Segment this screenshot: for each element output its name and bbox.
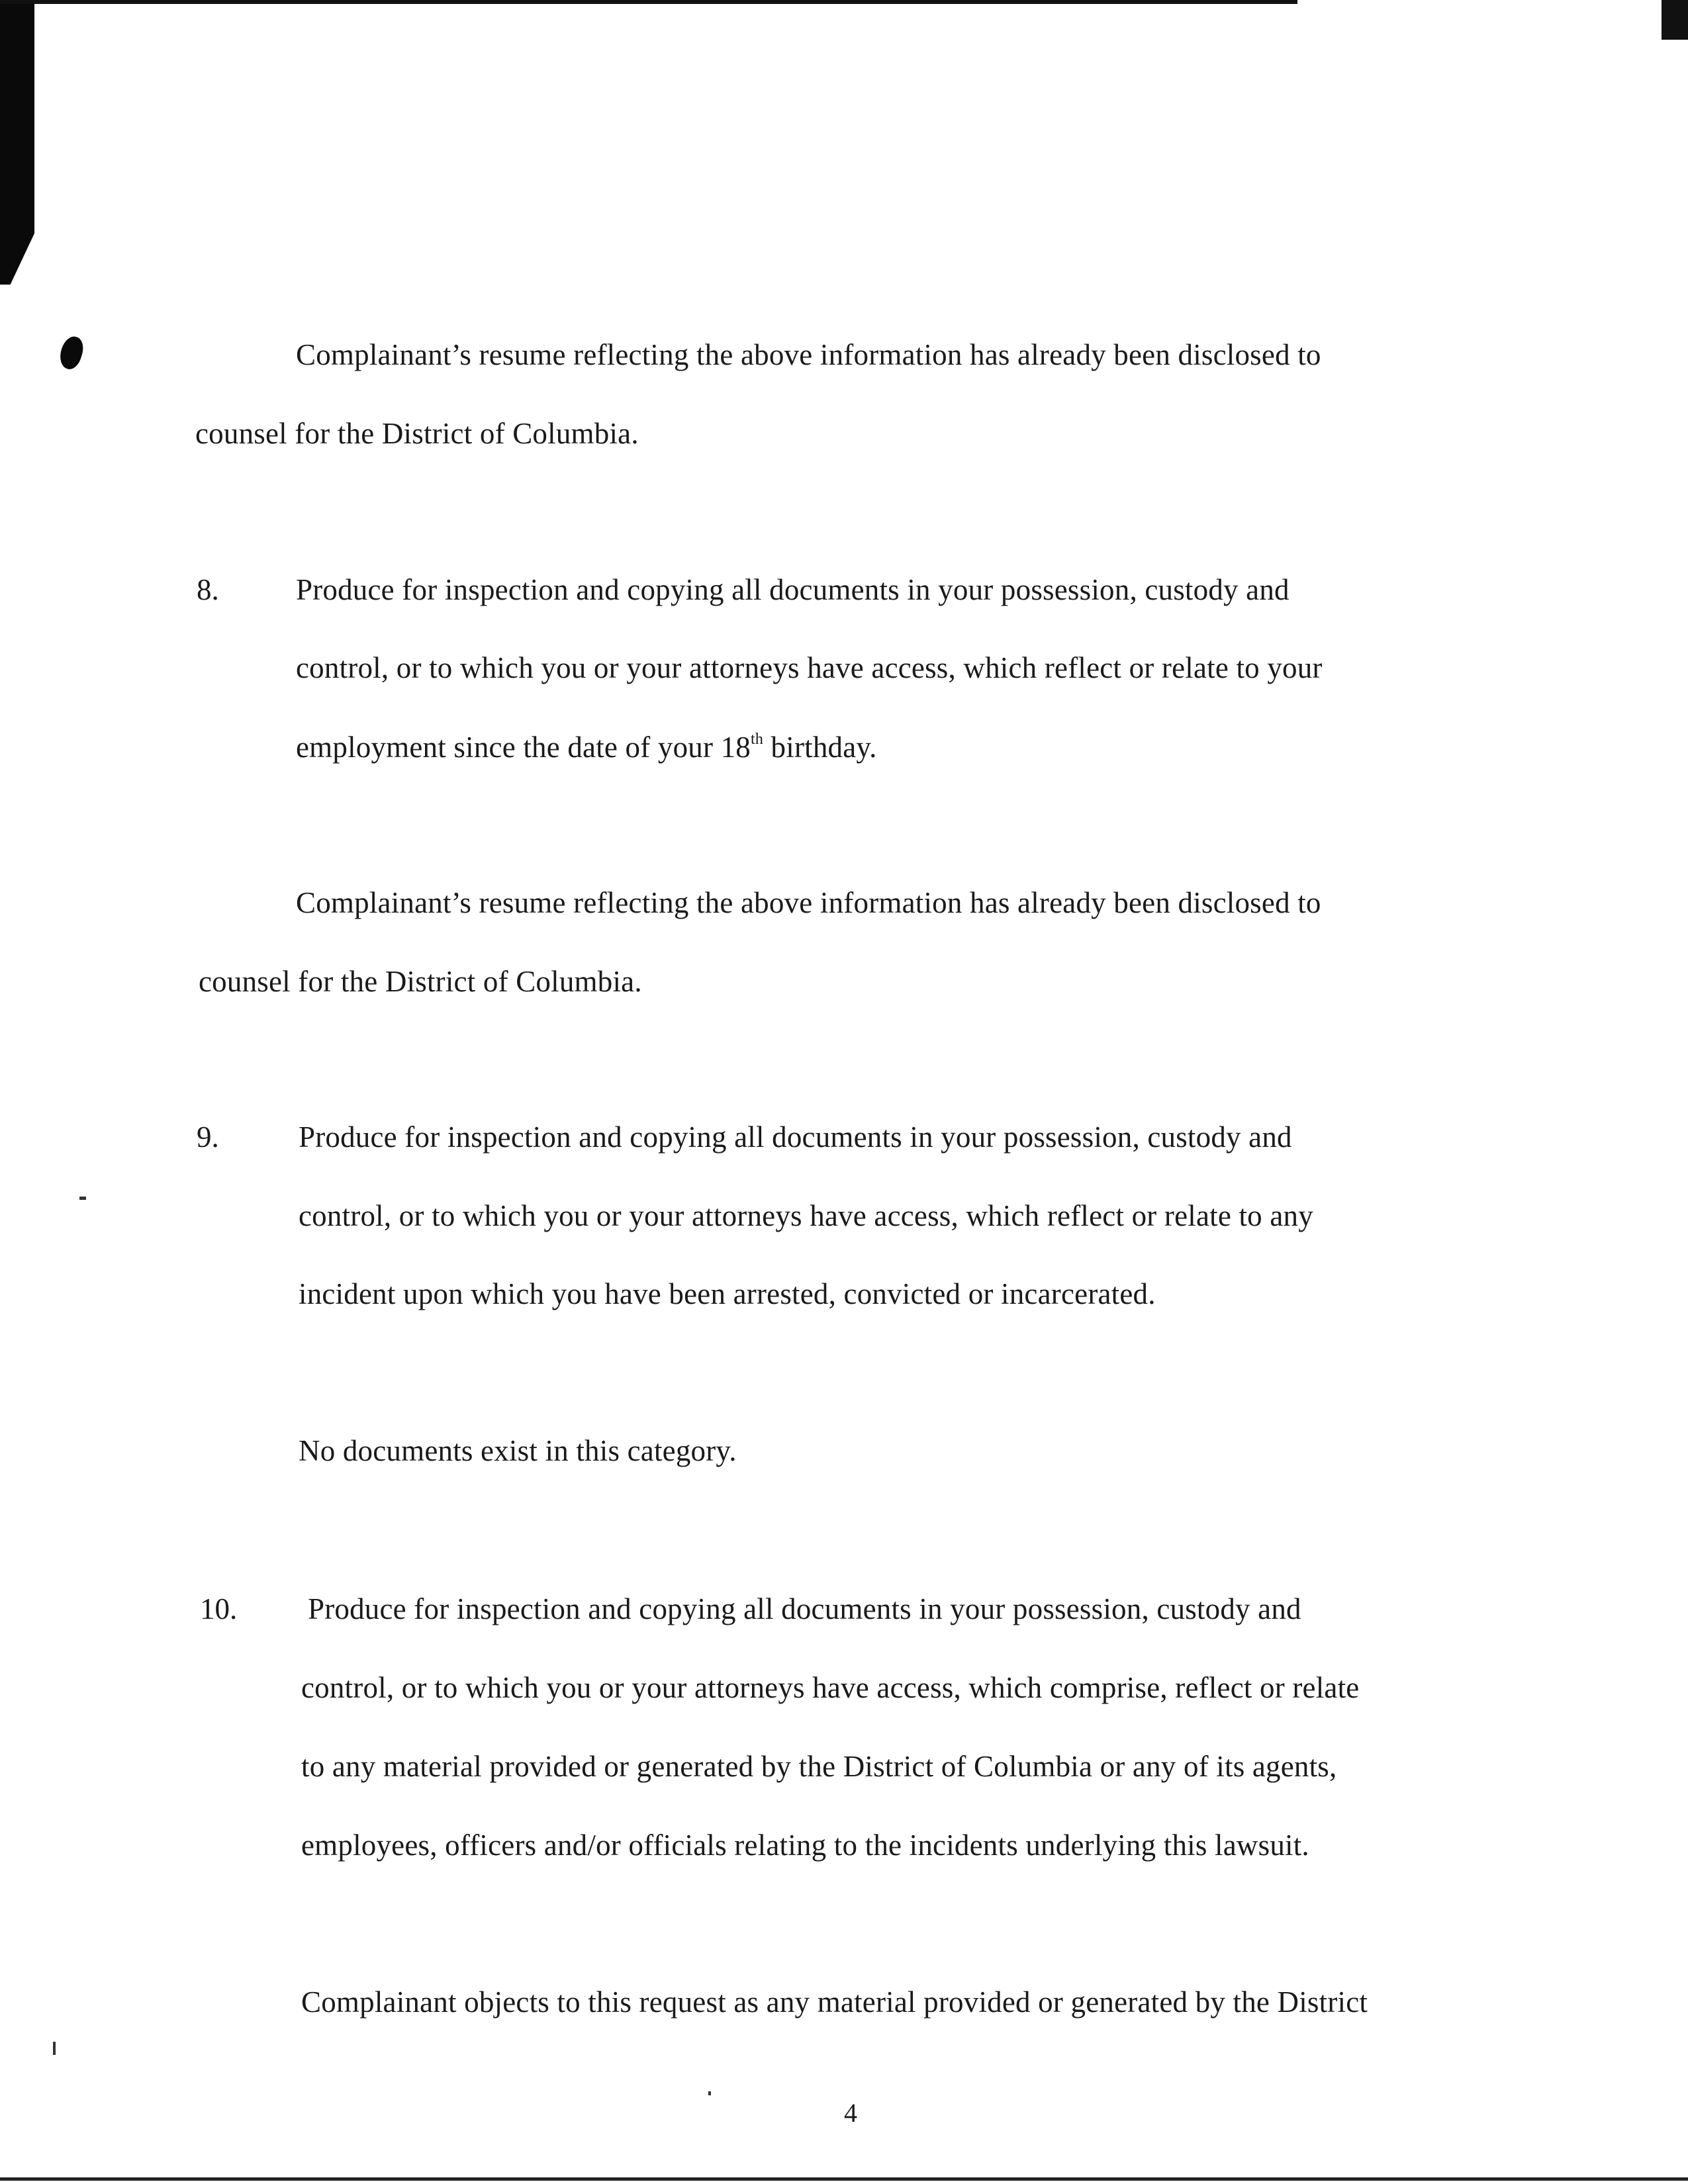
paragraph-line: Complainant’s resume reflecting the above information has already been disclosed to xyxy=(296,886,1321,919)
scan-ink-blot xyxy=(56,334,87,371)
request-line: control, or to which you or your attorneys have access, which comprise, reflect or relate xyxy=(301,1671,1360,1704)
paragraph-line: No documents exist in this category. xyxy=(299,1434,737,1467)
scan-top-border xyxy=(0,0,1297,4)
scan-speck xyxy=(79,1197,86,1200)
item-number: 9. xyxy=(197,1120,219,1154)
paragraph-line: counsel for the District of Columbia. xyxy=(195,417,639,450)
request-line: Produce for inspection and copying all documents in your possession, custody and xyxy=(296,573,1289,606)
scan-corner-shadow xyxy=(1662,0,1688,40)
paragraph-line: counsel for the District of Columbia. xyxy=(199,965,642,998)
request-line: Produce for inspection and copying all documents in your possession, custody and xyxy=(308,1592,1301,1625)
request-line xyxy=(296,729,877,766)
request-line: control, or to which you or your attorneys have access, which reflect or relate to any xyxy=(299,1199,1313,1232)
request-line: Produce for inspection and copying all documents in your possession, custody and xyxy=(299,1120,1292,1154)
ordinal-suffix: th xyxy=(751,731,764,748)
scan-edge-shadow xyxy=(0,0,34,285)
request-line: to any material provided or generated by the District of Columbia or any of its agents, xyxy=(301,1750,1337,1783)
scan-speck xyxy=(53,2042,56,2055)
request-text: employment since the date of your 18 xyxy=(296,731,751,764)
page-number: 4 xyxy=(844,2098,857,2128)
item-number: 8. xyxy=(197,573,219,606)
request-line: employees, officers and/or officials relating to the incidents underlying this lawsuit. xyxy=(301,1829,1309,1862)
request-line: incident upon which you have been arrested, convicted or incarcerated. xyxy=(299,1277,1156,1310)
scan-speck xyxy=(708,2091,711,2095)
scan-bottom-border xyxy=(0,2177,1688,2181)
request-text: birthday. xyxy=(763,731,877,764)
item-number: 10. xyxy=(200,1592,238,1625)
paragraph-line: Complainant objects to this request as any material provided or generated by the District xyxy=(301,1985,1368,2019)
paragraph-line: Complainant’s resume reflecting the above information has already been disclosed to xyxy=(296,338,1321,371)
request-line: control, or to which you or your attorneys have access, which reflect or relate to your xyxy=(296,651,1323,684)
